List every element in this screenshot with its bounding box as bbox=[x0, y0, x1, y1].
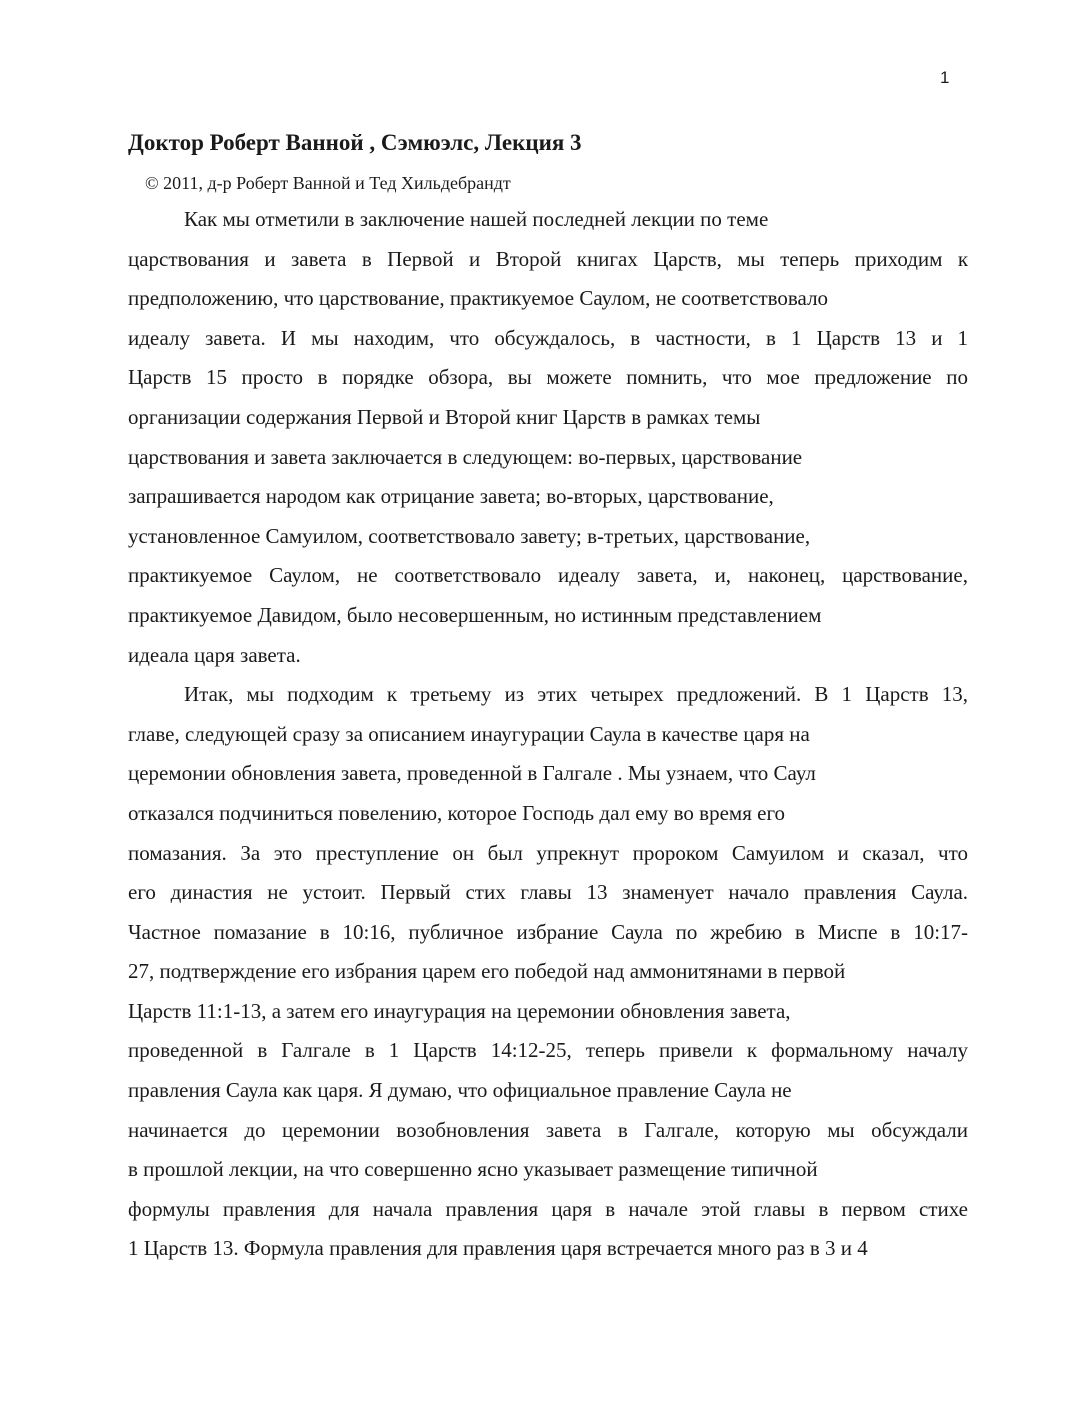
text-line: идеалу завета. И мы находим, что обсуждалось, в частности, в 1 Царств 13 и 1 bbox=[128, 325, 969, 350]
text-line: церемонии обновления завета, проведенной в Галгале . Мы узнаем, что Саул bbox=[128, 761, 816, 786]
text-line: 1 Царств 13. Формула правления для правления царя встречается много раз в 3 и 4 bbox=[128, 1236, 868, 1261]
text-line: практикуемое Давидом, было несовершенным, но истинным представлением bbox=[128, 602, 822, 627]
text-line: начинается до церемонии возобновления завета в Галгале, которую мы обсуждали bbox=[128, 1117, 969, 1142]
text-line: формулы правления для начала правления царя в начале этой главы в первом стихе bbox=[128, 1196, 968, 1221]
text-line: 27, подтверждение его избрания царем его победой над аммонитянами в первой bbox=[128, 959, 846, 984]
text-line: Царств 15 просто в порядке обзора, вы можете помнить, что мое предложение по bbox=[128, 365, 968, 390]
text-line: помазания. За это преступление он был упрекнут пророком Самуилом и сказал, что bbox=[128, 840, 968, 865]
paragraph-1 bbox=[128, 204, 968, 679]
text-line: царствования и завета заключается в следующем: во-первых, царствование bbox=[128, 444, 803, 469]
text-line: идеала царя завета. bbox=[128, 642, 301, 667]
page-number: 1 bbox=[940, 68, 950, 87]
text-line: организации содержания Первой и Второй книг Царств в рамках темы bbox=[128, 404, 761, 429]
text-line: его династия не устоит. Первый стих главы 13 знаменует начало правления Саула. bbox=[128, 880, 969, 905]
text-line: Частное помазание в 10:16, публичное избрание Саула по жребию в Миспе в 10:17- bbox=[128, 919, 969, 944]
text-line: проведенной в Галгале в 1 Царств 14:12-25, теперь привели к формальному началу bbox=[128, 1038, 968, 1063]
text-line: Итак, мы подходим к третьему из этих четырех предложений. В 1 Царств 13, bbox=[184, 682, 969, 707]
text-line: Как мы отметили в заключение нашей последней лекции по теме bbox=[184, 207, 769, 231]
copyright-line: © 2011, д-р Роберт Ванной и Тед Хильдебрандт bbox=[145, 173, 511, 193]
text-line: установленное Самуилом, соответствовало завету; в-третьих, царствование, bbox=[128, 523, 811, 548]
text-line: царствования и завета в Первой и Второй книгах Царств, мы теперь приходим к bbox=[128, 246, 969, 271]
text-line: практикуемое Саулом, не соответствовало идеалу завета, и, наконец, царствование, bbox=[128, 563, 968, 588]
paragraph-2 bbox=[128, 679, 968, 1273]
text-line: в прошлой лекции, на что совершенно ясно указывает размещение типичной bbox=[128, 1157, 818, 1182]
text-line: запрашивается народом как отрицание завета; во-вторых, царствование, bbox=[128, 484, 774, 509]
text-line: правления Саула как царя. Я думаю, что официальное правление Саула не bbox=[128, 1078, 792, 1103]
document-body bbox=[128, 204, 968, 1273]
text-line: Царств 11:1-13, а затем его инаугурация на церемонии обновления завета, bbox=[128, 998, 791, 1023]
text-line: отказался подчиниться повелению, которое Господь дал ему во время его bbox=[128, 800, 786, 825]
text-line: предположению, что царствование, практикуемое Саулом, не соответствовало bbox=[128, 286, 829, 311]
text-line: главе, следующей сразу за описанием инаугурации Саула в качестве царя на bbox=[128, 721, 810, 746]
document-title: Доктор Роберт Ванной , Сэмюэлс, Лекция 3 bbox=[128, 130, 582, 155]
